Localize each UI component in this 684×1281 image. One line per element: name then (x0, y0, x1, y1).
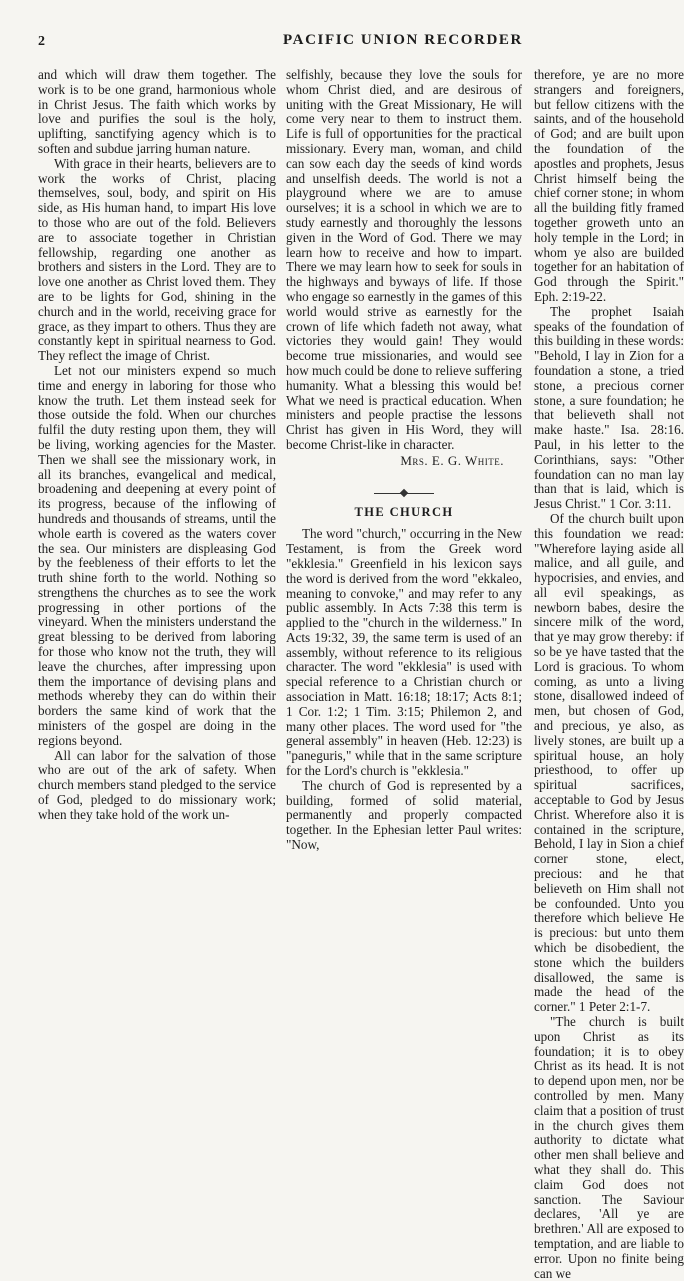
paragraph: Let not our ministers expend so much time and energy in laboring for those who know the truth. Let them instead seek for those outside the fold. When our churches fulfil the duty resting upon them, they will be living, working agencies for the Master. Then we shall see the missionary work, in all its branches, evangelical and medical, broadening and deepening at every point of its progress, because of the inflowing of hundreds and thousands of streams, until the whole earth is covered as the waters cover the sea. Our ministers are displeasing God by the feebleness of their efforts to let the truth shine forth to the world. Nothing so strengthens the churches as to see the work progressing in other portions of the vineyard. When the ministers understand the great blessing to be derived from laboring for those who know not the truth, they will leave the churches, after impressing upon them the importance of devising plans and methods whereby they can do within their borders the same kind of work that the ministers of the gospel are doing in the regions beyond. (38, 362, 276, 748)
section-divider (374, 489, 434, 497)
paragraph: All can labor for the salvation of those who are out of the ark of safety. When church members stand pledged to the service of God, pledged to do missionary work; when they take hold of the work un- (38, 747, 276, 822)
paragraph: "The church is built upon Christ as its foundation; it is to obey Christ as its head. It is not to depend upon men, nor be controlled by men. Many claim that a position of trust in the church gives them authority to dictate what other men shall believe and what they shall do. This claim God does not sanction. The Saviour declares, 'All ye are brethren.' All are exposed to temptation, and are liable to error. Upon no finite being can we (534, 1014, 684, 1281)
page-number: 2 (38, 34, 45, 49)
section-heading: THE CHURCH (354, 504, 454, 519)
column-2 (286, 68, 522, 853)
paragraph: therefore, ye are no more strangers and foreigners, but fellow citizens with the saints, and of the household of God; and are built upon the foundation of the apostles and prophets, Jesus Christ himself being the chief corner stone; in whom all the building fitly framed together groweth unto an holy temple in the Lord; in whom ye also are builded together for an habitation of God through the Spirit." Eph. 2:19-22. (534, 67, 684, 304)
paragraph: Of the church built upon this foundation we read: "Wherefore laying aside all malice, and all guile, and hypocrisies, and envies, and all evil speakings, as newborn babes, desire the sincere milk of the word, that ye may grow thereby: if so be ye have tasted that the Lord is gracious. To whom coming, as unto a living stone, disallowed indeed of men, but chosen of God, and precious, ye also, as lively stones, are built up a spiritual house, an holy priesthood, to offer up spiritual sacrifices, acceptable to God by Jesus Christ. Wherefore also it is contained in the scripture, Behold, I lay in Sion a chief corner stone, elect, precious: and he that believeth on Him shall not be confounded. Unto you therefore which believe He is precious: but unto them which be disobedient, the stone which the builders disallowed, the same is made the head of the corner." 1 Peter 2:1-7. (534, 510, 684, 1015)
paragraph: With grace in their hearts, believers are to work the works of Christ, placing themselves, soul, body, and spirit on His side, as His human hand, to impart His love to those who are out of the fold. Believers are to associate together in Christian fellowship, regarding one another as brothers and sisters in the Lord. They are to love one another as Christ loved them. They are to be lights for God, shining in the church and in the world, receiving grace for grace, as they impart to others. Thus they are constantly kept in spiritual nearness to God. They reflect the image of Christ. (38, 155, 276, 364)
page-header (38, 30, 678, 50)
column-1 (38, 68, 276, 823)
author-signature: Mrs. E. G. White. (400, 452, 504, 468)
masthead-title: PACIFIC UNION RECORDER (283, 32, 523, 48)
paragraph: and which will draw them together. The work is to be one grand, harmonious whole in Christ Jesus. The faith which works by love and purifies the soul is the holy, uplifting, sanctifying agency which is to soften and subdue jarring human nature. (38, 67, 276, 156)
paragraph: The prophet Isaiah speaks of the foundation of this building in these words: "Behold, I lay in Zion for a foundation a stone, a tried stone, a precious corner stone, a sure foundation; he that believeth shall not make haste." Isa. 28:16. Paul, in his letter to the Corinthians, says: "Other foundation can no man lay than that is laid, which is Jesus Christ." 1 Cor. 3:11. (534, 303, 684, 512)
paragraph: The word "church," occurring in the New Testament, is from the Greek word "ekklesia." Greenfield in his lexicon says the word is derived from the word "ekkaleo, meaning to convoke," and may refer to any public assembly. In Acts 7:38 this term is applied to the "church in the wilderness." In Acts 19:32, 39, the same term is used of an assembly, without reference to its religious character. The word "ekklesia" is used with special reference to a Christian church or association in Matt. 16:18; 18:17; Acts 8:1; 1 Cor. 1:2; 1 Tim. 3:15; Philemon 2, and many other places. The word used for "the general assembly" in heaven (Heb. 12:23) is "paneguris," while that in the same scripture for the Lord's church is "ekklesia." (286, 526, 522, 779)
column-3 (534, 67, 684, 1281)
paragraph: The church of God is represented by a building, formed of solid material, permanently and properly compacted together. In the Ephesian letter Paul writes: "Now, (286, 777, 522, 853)
paragraph: selfishly, because they love the souls for whom Christ died, and are desirous of uniting with the Great Missionary, He will come very near to them to instruct them. Life is full of opportunities for the practical missionary. Every man, woman, and child can sow each day the seeds of kind words and unselfish deeds. The world is not a playground where we are to amuse ourselves; it is a school in which we are to study earnestly and thoroughly the lessons given in the Word of God. There we may learn how to receive and how to impart. There we may learn how to seek for souls in the highways and byways of life. If those who engage so earnestly in the games of this world would strive as earnestly for the crown of life which fadeth not away, what victories they would gain! They would become true missionaries, and would see how much could be done to relieve suffering humanity. What a blessing this would be! What we need is practical education. When ministers and people practise the lessons Christ has given in His Word, they will become Christ-like in character. (286, 67, 522, 452)
